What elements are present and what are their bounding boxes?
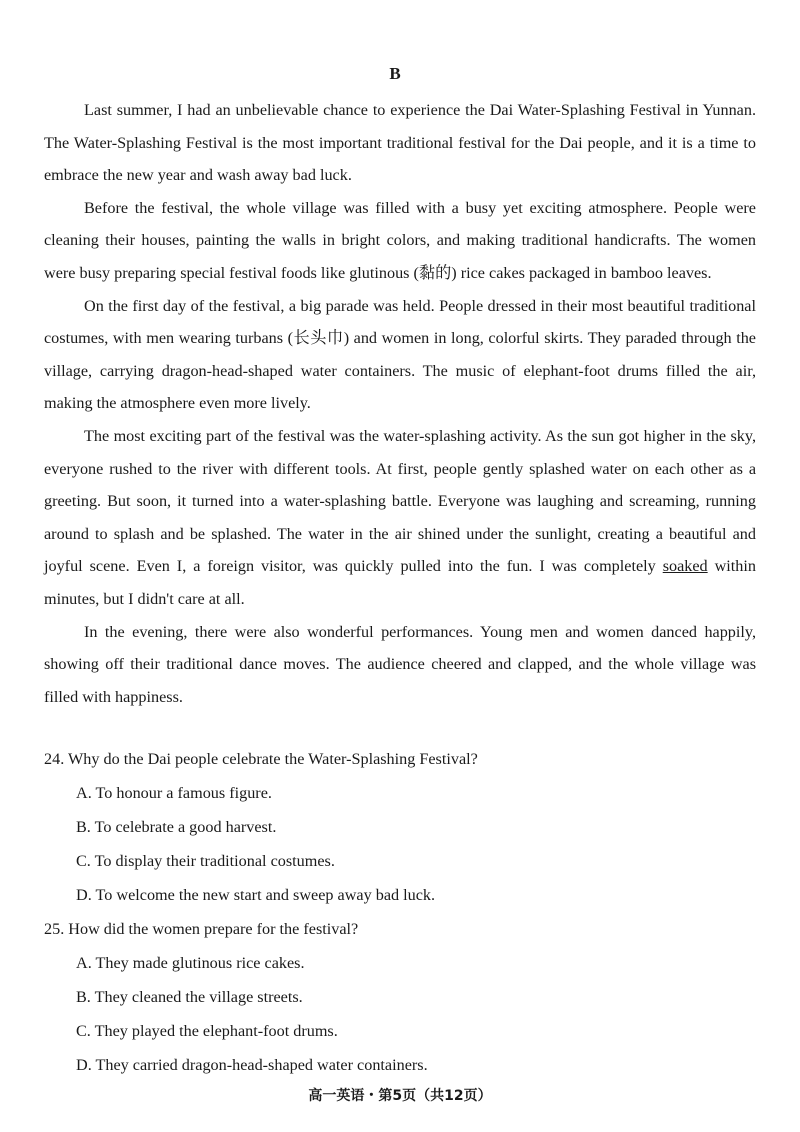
option-b: B. To celebrate a good harvest. [76, 818, 277, 836]
page-footer: 高一英语・第5页（共12页） [308, 1088, 492, 1104]
question-25 [44, 912, 756, 1082]
section-title: B [389, 64, 401, 83]
reading-passage [44, 94, 756, 713]
passage-paragraph-5: In the evening, there were also wonderful performances. Young men and women danced happily, showing off their traditional dance moves. The audience cheered and clapped, and the whole village was filled with happiness. [44, 622, 756, 706]
option-c: C. They played the elephant-foot drums. [76, 1022, 338, 1040]
option-d: D. To welcome the new start and sweep away bad luck. [76, 886, 436, 904]
paragraph-4-text-before: The most exciting part of the festival was the water-splashing activity. As the sun got higher in the sky, everyone rushed to the river with different tools. At first, people gently splashed water on each other as a greeting. But soon, it turned into a water-splashing battle. Everyone was laughing and screaming, running around to splash and be splashed. The water in the air shined under the sunlight, creating a beautiful and joyful scene. Even I, a foreign visitor, was quickly pulled into the fun. I was completely [44, 426, 756, 576]
question-number: 25. [44, 920, 65, 938]
paragraph-4-text-after: within minutes, but I didn't care at all. [44, 557, 756, 608]
passage-paragraph-1: Last summer, I had an unbelievable chance to experience the Dai Water-Splashing Festival in Yunnan. The Water-Splashing Festival is the most important traditional festival for the Dai people, and it is a time to embrace the new year and wash away bad luck. [44, 101, 756, 185]
underlined-word: soaked [662, 557, 708, 576]
question-number: 24. [44, 750, 65, 768]
question-stem [44, 742, 756, 776]
option-d: D. They carried dragon-head-shaped water containers. [76, 1056, 428, 1074]
question-24 [44, 742, 756, 912]
passage-paragraph-2: Before the festival, the whole village was filled with a busy yet exciting atmosphere. People were cleaning their houses, painting the walls in bright colors, and making traditional handicrafts. The women were busy preparing special festival foods like glutinous (黏的) rice cakes packaged in bamboo leaves. [44, 198, 756, 282]
option-b: B. They cleaned the village streets. [76, 988, 303, 1006]
question-stem [44, 912, 756, 946]
option-a: A. To honour a famous figure. [76, 784, 272, 802]
question-text: How did the women prepare for the festival? [68, 920, 359, 938]
question-list [44, 742, 756, 1082]
option-c: C. To display their traditional costumes. [76, 852, 335, 870]
question-text: Why do the Dai people celebrate the Water-Splashing Festival? [68, 750, 478, 768]
passage-paragraph-4 [44, 420, 756, 616]
option-a: A. They made glutinous rice cakes. [76, 954, 305, 972]
passage-paragraph-3: On the first day of the festival, a big parade was held. People dressed in their most beautiful traditional costumes, with men wearing turbans (长头巾) and women in long, colorful skirts. They paraded through the village, carrying dragon-head-shaped water containers. The music of elephant-foot drums filled the air, making the atmosphere even more lively. [44, 296, 756, 413]
